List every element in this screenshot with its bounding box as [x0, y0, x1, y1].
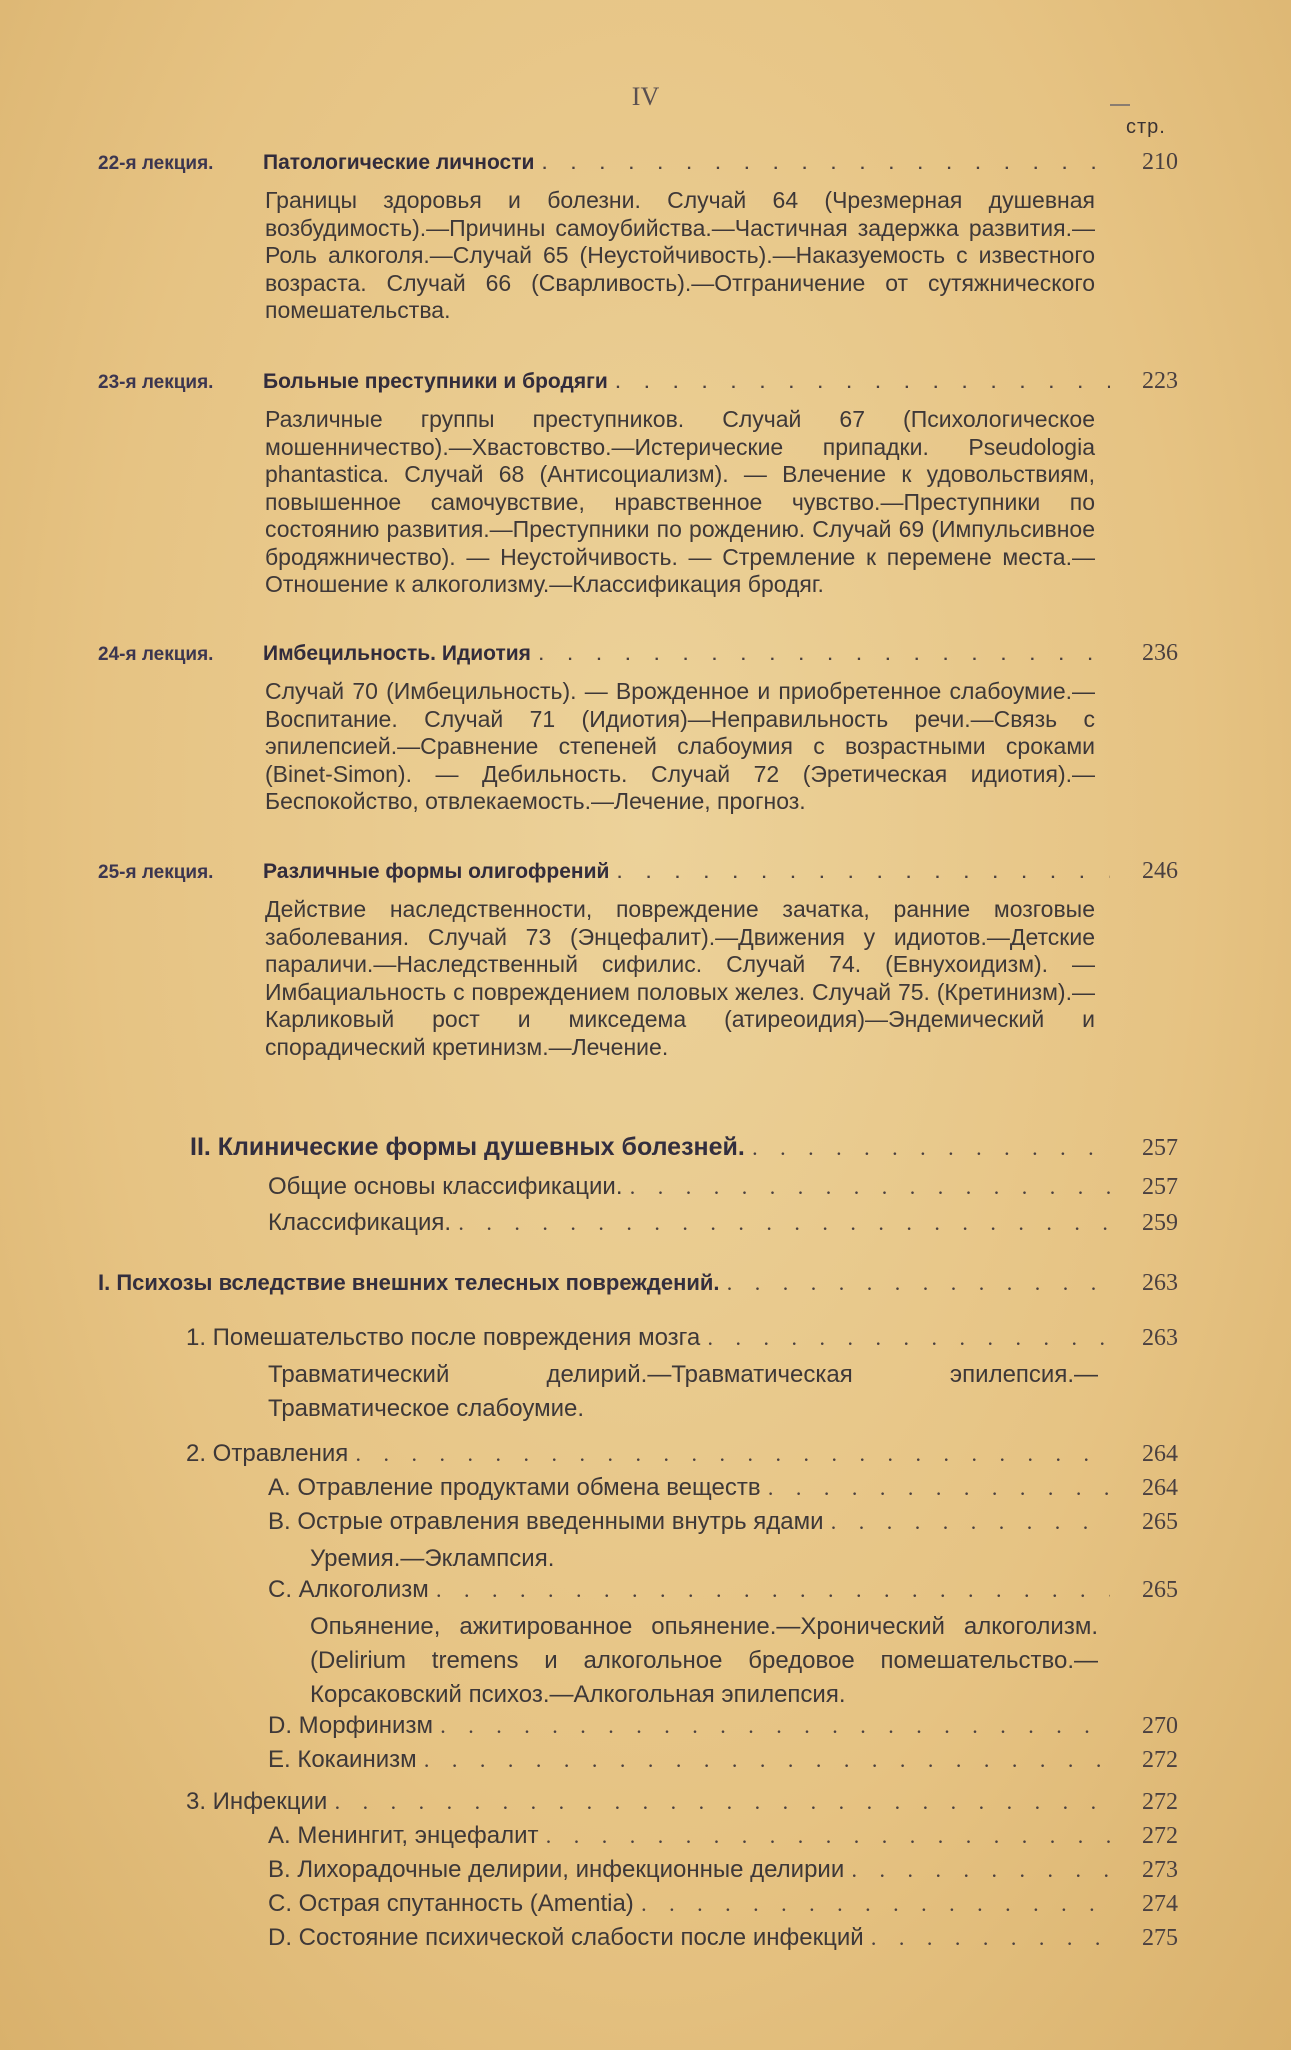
lecture-summary: Границы здоровья и болезни. Случай 64 (Чрезмерная душевная возбудимость).—Причины самоубийства.—Частичная задержка развития.—Роль алкоголя.—Случай 65 (Неустойчивость).—Наказуемость с известного возраста. Случай 66 (Сварливость).—Отграничение от сутяжнического помешательства. [265, 187, 1095, 323]
toc-entry [190, 1209, 1178, 1245]
part-ii-title: II. Клинические формы душевных болезней. [190, 1133, 745, 1161]
toc-entry-description: Травматический делирий.—Травматическая эпилепсия.—Травматическое слабоумие. [268, 1361, 1098, 1422]
leader-dots [630, 1181, 1110, 1199]
leader-dots [753, 1142, 1110, 1160]
leader-dots [642, 1898, 1110, 1916]
toc-entry [98, 1890, 1178, 1924]
lecture-summary: Случай 70 (Имбецильность). — Врожденное и приобретенное слабоумие.—Воспитание. Случай 71 (Идиотия)—Неправильность речи.—Связь с эпилепсией.—Сравнение степеней слабоумия с возрастными сроками (Binet-Simon). — Дебильность. Случай 72 (Эретическая идиотия).—Беспокойство, отвлекаемость.—Лечение, прогноз. [265, 678, 1095, 814]
toc-entry-description: Уремия.—Эклампсия. [310, 1545, 555, 1572]
toc-entry [98, 1712, 1178, 1746]
page-ref: 272 [1142, 1789, 1178, 1815]
toc-entry-label: B. Лихорадочные делирии, инфекционные делирии [268, 1856, 845, 1883]
toc-entry-label: A. Отравление продуктами обмена веществ [268, 1474, 761, 1501]
lecture-summary: Действие наследственности, повреждение зачатка, ранние мозговые заболевания. Случай 73 (Энцефалит).—Движения у идиотов.—Детские параличи.—Наследственный сифилис. Случай 74. (Евнухоидизм). — Имбациальность с повреждением половых желез. Случай 75. (Кретинизм).—Карликовый рост и микседема (атиреоидия)—Эндемический и спорадический кретинизм.—Лечение. [265, 896, 1095, 1060]
page-ref: 236 [1142, 640, 1178, 666]
lecture-22 [98, 149, 1178, 325]
toc-entry-label: 2. Отравления [186, 1440, 349, 1467]
page-ref: 223 [1142, 368, 1178, 394]
toc-entry-description: Опьянение, ажитированное опьянение.—Хронический алкоголизм. (Delirium tremens и алкогольное бредовое помешательство.—Корсаковский психоз.—Алкогольная эпилепсия. [310, 1613, 1098, 1708]
page-number: IV [631, 82, 660, 111]
page-ref: 257 [1142, 1174, 1178, 1200]
lecture-title: Имбецильность. Идиотия [263, 642, 531, 665]
toc-entry [98, 1746, 1178, 1780]
lecture-summary: Различные группы преступников. Случай 67 (Психологическое мошенничество).—Хвастовство.—Истерические припадки. Pseudologia phantastica. Случай 68 (Антисоциализм). — Влечение к удовольствиям, повышенное самочувствие, нравственное чувство.—Преступники по состоянию развития.—Преступники по рождению. Случай 69 (Импульсивное бродяжничество). — Неустойчивость. — Стремление к перемене места.—Отношение к алкоголизму.—Классификация бродяг. [265, 406, 1095, 597]
lecture-title: Патологические личности [263, 151, 535, 174]
toc-entry-label: 3. Инфекции [186, 1788, 328, 1815]
decorative-mark [1110, 104, 1130, 106]
page-ref: 274 [1142, 1891, 1178, 1917]
page-ref: 264 [1142, 1441, 1178, 1467]
leader-dots [425, 1754, 1110, 1772]
page-ref: 257 [1142, 1135, 1178, 1161]
leader-dots [441, 1720, 1110, 1738]
toc-entry-label: D. Состояние психической слабости после инфекций [268, 1924, 864, 1951]
leader-dots [539, 647, 1110, 665]
page-ref: 263 [1142, 1325, 1178, 1351]
toc-entry-label: D. Морфинизм [268, 1712, 433, 1739]
part-i-section [98, 1270, 1178, 1958]
toc-entry-label: Классификация. [268, 1209, 452, 1236]
leader-dots [832, 1516, 1110, 1534]
toc-entry [98, 1474, 1178, 1508]
toc-entry-label: B. Острые отравления введенными внутрь ядами [268, 1508, 824, 1535]
lecture-25 [98, 858, 1178, 1061]
toc-entry [98, 1440, 1178, 1474]
toc-entry-label: E. Кокаинизм [268, 1746, 417, 1773]
leader-dots [852, 1864, 1110, 1882]
page-ref: 263 [1142, 1270, 1178, 1296]
page-ref: 264 [1142, 1475, 1178, 1501]
lecture-number: 22-я лекция. [98, 153, 214, 174]
toc-entry [98, 1924, 1178, 1958]
lecture-heading [98, 640, 1178, 674]
page-ref: 265 [1142, 1509, 1178, 1535]
lecture-24 [98, 640, 1178, 816]
part-i-heading [98, 1270, 1178, 1324]
page-ref: 275 [1142, 1925, 1178, 1951]
leader-dots [616, 375, 1110, 393]
toc-entry [98, 1324, 1178, 1358]
page-ref: 270 [1142, 1713, 1178, 1739]
leader-dots [542, 156, 1110, 174]
lecture-number: 25-я лекция. [98, 862, 214, 883]
toc-entry [98, 1576, 1178, 1610]
toc-entry [98, 1822, 1178, 1856]
leader-dots [769, 1482, 1110, 1500]
lecture-heading [98, 149, 1178, 183]
page-ref: 273 [1142, 1857, 1178, 1883]
page-column-label: стр. [1126, 116, 1166, 138]
toc-entry-label: C. Острая спутанность (Amentia) [268, 1890, 634, 1917]
leader-dots [708, 1332, 1110, 1350]
page-ref: 259 [1142, 1210, 1178, 1236]
leader-dots [459, 1217, 1110, 1235]
toc-entry [98, 1856, 1178, 1890]
leader-dots [335, 1796, 1110, 1814]
part-ii-heading [190, 1133, 1178, 1173]
toc-entry [190, 1173, 1178, 1209]
leader-dots [356, 1448, 1110, 1466]
lecture-title: Различные формы олигофрений [263, 860, 610, 883]
page-ref: 246 [1142, 858, 1178, 884]
page-ref: 210 [1142, 149, 1178, 175]
leader-dots [547, 1830, 1110, 1848]
toc-entry-label: C. Алкоголизм [268, 1576, 429, 1603]
toc-entry-label: Общие основы классификации. [268, 1173, 623, 1200]
leader-dots [872, 1932, 1110, 1950]
leader-dots [437, 1584, 1110, 1602]
lecture-number: 23-я лекция. [98, 372, 214, 393]
toc-entry-label: 1. Помешательство после повреждения мозга [186, 1324, 701, 1351]
page-ref: 265 [1142, 1577, 1178, 1603]
toc-entry-label: A. Менингит, энцефалит [268, 1822, 539, 1849]
lecture-23 [98, 368, 1178, 599]
leader-dots [728, 1277, 1110, 1295]
leader-dots [617, 865, 1110, 883]
lecture-heading [98, 368, 1178, 402]
toc-entry [98, 1508, 1178, 1542]
part-ii-section [190, 1133, 1178, 1245]
page-ref: 272 [1142, 1823, 1178, 1849]
part-i-title: I. Психозы вследствие внешних телесных повреждений. [98, 1270, 720, 1295]
page-ref: 272 [1142, 1747, 1178, 1773]
toc-entry [98, 1788, 1178, 1822]
lecture-heading [98, 858, 1178, 892]
lecture-number: 24-я лекция. [98, 644, 214, 665]
lecture-title: Больные преступники и бродяги [263, 370, 608, 393]
